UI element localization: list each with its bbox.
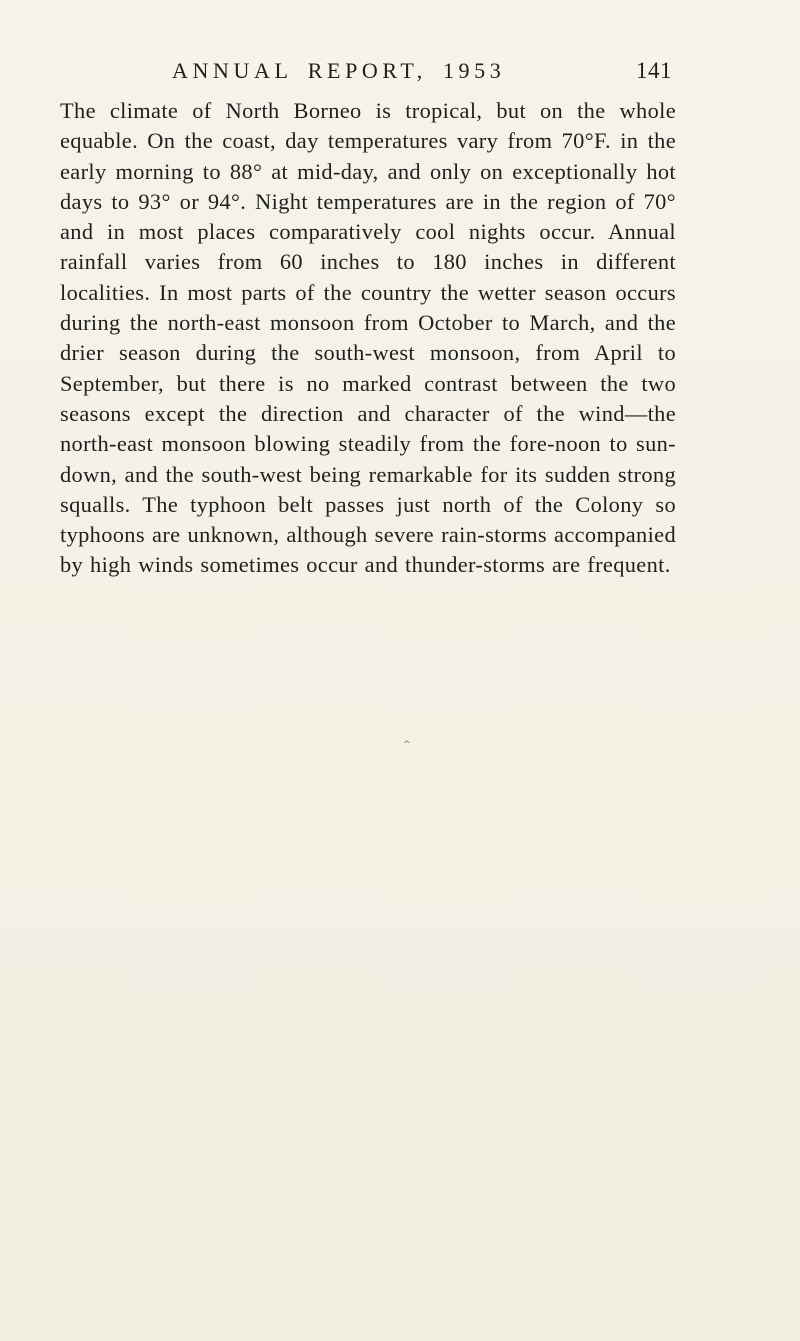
print-mark: ^ <box>403 740 411 750</box>
climate-paragraph: The climate of North Borneo is tropical, but on the whole equable. On the coast, day temperatures vary from 70°F. in the early morning to 88° at mid-day, and only on exceptionally hot days to 93° or 94°. Night temperatures are in the region of 70° and in most places comparatively cool nights occur. Annual rainfall varies from 60 inches to 180 inches in different localities. In most parts of the country the wetter season occurs during the north-east monsoon from October to March, and the drier season during the south-west monsoon, from April to September, but there is no marked contrast between the two seasons except the direction and character of the wind—the north-east monsoon blowing steadily from the fore-noon to sun-down, and the south-west being remarkable for its sudden strong squalls. The typhoon belt passes just north of the Colony so typhoons are unknown, although severe rain-storms accompanied by high winds sometimes occur and thunder-storms are frequent. <box>60 98 676 578</box>
running-header <box>172 58 672 90</box>
page-number: 141 <box>636 58 672 83</box>
running-title: ANNUAL REPORT, 1953 <box>172 58 506 83</box>
